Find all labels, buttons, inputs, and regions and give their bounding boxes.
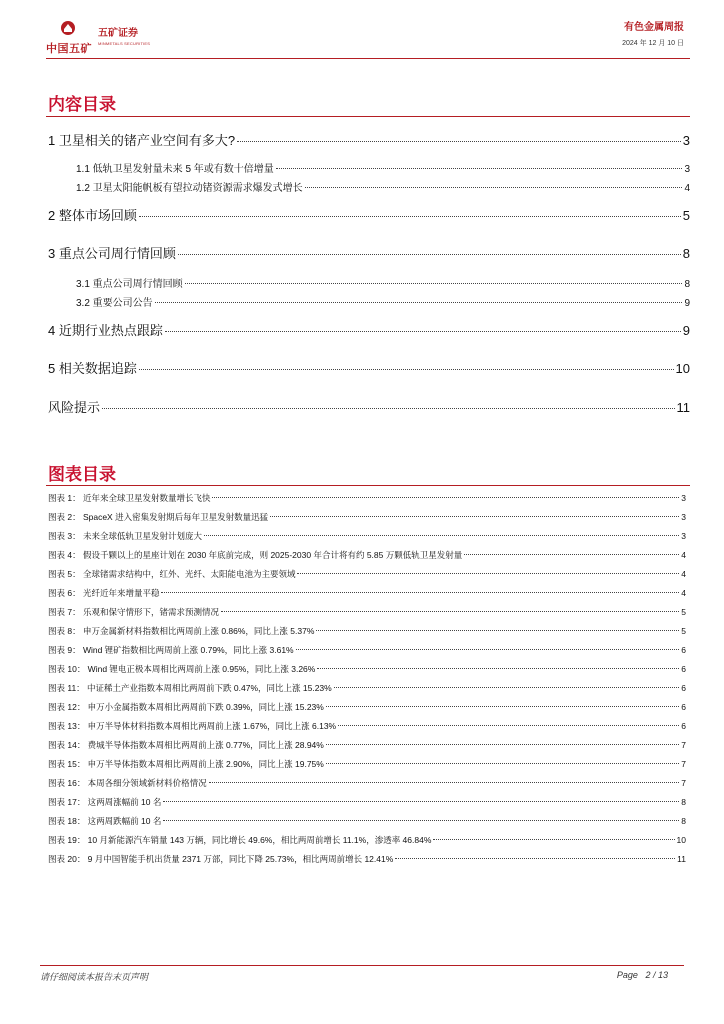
leader-dots bbox=[237, 141, 681, 142]
toc-item-label: 风险提示 bbox=[48, 400, 101, 415]
figure-item-page: 5 bbox=[681, 607, 686, 617]
page-count: 2 / 13 bbox=[645, 970, 668, 980]
figure-item[interactable] bbox=[48, 606, 686, 618]
toc-item[interactable] bbox=[76, 179, 690, 194]
figure-item-page: 6 bbox=[681, 645, 686, 655]
leader-dots bbox=[395, 858, 675, 859]
leader-dots bbox=[209, 782, 680, 783]
toc-divider bbox=[46, 116, 690, 117]
header-divider bbox=[46, 58, 690, 59]
figure-item-label: 图表 7： 乐观和保守情形下，锗需求预测情况 bbox=[48, 607, 219, 617]
figure-item-page: 8 bbox=[681, 797, 686, 807]
figure-item[interactable] bbox=[48, 853, 686, 865]
figure-item-label: 图表 4： 假设千颗以上的星座计划在 2030 年底前完成，则 2025-2030 年合计将有约 5.85 万颗低轨卫星发射量 bbox=[48, 550, 463, 560]
toc-item-label: 3.2 重要公司公告 bbox=[76, 298, 153, 309]
leader-dots bbox=[165, 331, 681, 332]
figure-item[interactable] bbox=[48, 511, 686, 523]
toc-item-label: 4 近期行业热点跟踪 bbox=[48, 323, 163, 338]
leader-dots bbox=[316, 630, 679, 631]
figure-item[interactable] bbox=[48, 568, 686, 580]
page-number bbox=[617, 970, 668, 980]
toc-item-page: 9 bbox=[682, 323, 690, 338]
figure-item-page: 11 bbox=[677, 854, 686, 864]
toc-item-page: 8 bbox=[684, 279, 690, 290]
footer-divider bbox=[40, 965, 684, 966]
figures-divider bbox=[46, 485, 690, 486]
leader-dots bbox=[139, 216, 681, 217]
leader-dots bbox=[326, 706, 679, 707]
figure-item[interactable] bbox=[48, 701, 686, 713]
page-label: Page bbox=[616, 970, 638, 980]
figure-item-label: 图表 11： 中证稀土产业指数本周相比两周前下跌 0.47%，同比上涨 15.23% bbox=[48, 683, 332, 693]
figure-item[interactable] bbox=[48, 834, 686, 846]
figure-item[interactable] bbox=[48, 644, 686, 656]
toc-item[interactable] bbox=[48, 320, 690, 339]
leader-dots bbox=[221, 611, 679, 612]
leader-dots bbox=[163, 801, 679, 802]
figure-item-label: 图表 18： 这两周跌幅前 10 名 bbox=[48, 816, 162, 826]
figure-item[interactable] bbox=[48, 796, 686, 808]
footer-disclaimer: 请仔细阅读本报告末页声明 bbox=[40, 972, 149, 982]
figure-item-label: 图表 14： 费城半导体指数本周相比两周前上涨 0.77%，同比上涨 28.94% bbox=[48, 740, 324, 750]
leader-dots bbox=[139, 369, 674, 370]
leader-dots bbox=[296, 649, 680, 650]
leader-dots bbox=[464, 554, 679, 555]
figure-item[interactable] bbox=[48, 720, 686, 732]
leader-dots bbox=[305, 187, 683, 188]
toc-item[interactable] bbox=[76, 294, 690, 309]
figure-item-label: 图表 10： Wind 锂电正极本周相比两周前上涨 0.95%，同比上涨 3.26% bbox=[48, 664, 316, 674]
leader-dots bbox=[334, 687, 680, 688]
toc-item[interactable] bbox=[48, 397, 690, 416]
toc-item-page: 3 bbox=[684, 164, 690, 175]
figure-item-label: 图表 12： 申万小金属指数本周相比两周前下跌 0.39%，同比上涨 15.23% bbox=[48, 702, 324, 712]
leader-dots bbox=[161, 592, 679, 593]
figure-item-label: 图表 2： SpaceX 进入密集发射期后每年卫星发射数量迅猛 bbox=[48, 512, 269, 522]
toc-item-page: 10 bbox=[675, 361, 690, 376]
figure-item[interactable] bbox=[48, 530, 686, 542]
figure-item-page: 4 bbox=[681, 588, 686, 598]
figure-item-label: 图表 17： 这两周涨幅前 10 名 bbox=[48, 797, 162, 807]
figure-item-label: 图表 13： 申万半导体材料指数本周相比两周前上涨 1.67%，同比上涨 6.13% bbox=[48, 721, 337, 731]
leader-dots bbox=[317, 668, 679, 669]
figure-item-page: 5 bbox=[681, 626, 686, 636]
figure-item-label: 图表 15： 申万半导体指数本周相比两周前上涨 2.90%，同比上涨 19.75% bbox=[48, 759, 324, 769]
leader-dots bbox=[212, 497, 679, 498]
figures-title: 图表目录 bbox=[48, 465, 116, 484]
leader-dots bbox=[204, 535, 679, 536]
figure-item-label: 图表 20： 9 月中国智能手机出货量 2371 万部，同比下降 25.73%，相比两周前增长 12.41% bbox=[48, 854, 394, 864]
figure-item-label: 图表 9： Wind 锂矿指数相比两周前上涨 0.79%，同比上涨 3.61% bbox=[48, 645, 294, 655]
toc-item[interactable] bbox=[48, 205, 690, 224]
toc-item[interactable] bbox=[48, 358, 690, 377]
toc-item[interactable] bbox=[76, 160, 690, 175]
figure-item[interactable] bbox=[48, 815, 686, 827]
figure-item[interactable] bbox=[48, 625, 686, 637]
figure-item-page: 7 bbox=[681, 759, 686, 769]
figure-item-label: 图表 19： 10 月新能源汽车销量 143 万辆，同比增长 49.6%，相比两周前增长 11.1%，渗透率 46.84% bbox=[48, 835, 432, 845]
minmetals-securities-logo bbox=[98, 24, 150, 46]
figure-item-page: 7 bbox=[681, 740, 686, 750]
brand-sec: 五矿证券 bbox=[98, 28, 138, 39]
leader-dots bbox=[163, 820, 679, 821]
figure-item-label: 图表 5： 全球锗需求结构中，红外、光纤、太阳能电池为主要领域 bbox=[48, 569, 296, 579]
brand-cn: 中国五矿 bbox=[46, 43, 92, 55]
toc-item-page: 5 bbox=[682, 208, 690, 223]
figure-item-page: 7 bbox=[681, 778, 686, 788]
figure-item-label: 图表 8： 申万金属新材料指数相比两周前上涨 0.86%，同比上涨 5.37% bbox=[48, 626, 315, 636]
toc-title: 内容目录 bbox=[48, 95, 116, 114]
toc-item-label: 1.1 低轨卫星发射量未来 5 年或有数十倍增量 bbox=[76, 164, 274, 175]
toc-item-label: 5 相关数据追踪 bbox=[48, 361, 137, 376]
toc-item-page: 4 bbox=[684, 183, 690, 194]
report-meta bbox=[622, 18, 684, 48]
figure-item[interactable] bbox=[48, 492, 686, 504]
toc-item-label: 3 重点公司周行情回顾 bbox=[48, 246, 176, 261]
figure-item[interactable] bbox=[48, 549, 686, 561]
figure-item-page: 10 bbox=[676, 835, 686, 845]
toc-item-label: 1 卫星相关的锗产业空间有多大? bbox=[48, 133, 236, 148]
figure-item-page: 3 bbox=[681, 493, 686, 503]
figure-item-page: 3 bbox=[681, 531, 686, 541]
toc-item-label: 3.1 重点公司周行情回顾 bbox=[76, 279, 183, 290]
figure-item-page: 8 bbox=[681, 816, 686, 826]
report-type: 有色金属周报 bbox=[624, 22, 684, 33]
china-minmetals-logo bbox=[46, 20, 90, 56]
leader-dots bbox=[433, 839, 674, 840]
toc-item[interactable] bbox=[48, 130, 690, 149]
toc-item-label: 1.2 卫星太阳能帆板有望拉动锗资源需求爆发式增长 bbox=[76, 183, 303, 194]
figure-item[interactable] bbox=[48, 682, 686, 694]
leader-dots bbox=[297, 573, 679, 574]
figure-item-page: 6 bbox=[681, 702, 686, 712]
figure-item-page: 6 bbox=[681, 664, 686, 674]
figure-item[interactable] bbox=[48, 739, 686, 751]
brand-sec-en: MINMETALS SECURITIES bbox=[98, 41, 151, 46]
toc-item-page: 3 bbox=[682, 133, 690, 148]
leader-dots bbox=[338, 725, 679, 726]
figure-item-label: 图表 3： 未来全球低轨卫星发射计划庞大 bbox=[48, 531, 202, 541]
leader-dots bbox=[276, 168, 683, 169]
figure-item-page: 4 bbox=[681, 569, 686, 579]
leader-dots bbox=[185, 283, 683, 284]
page-header bbox=[0, 0, 724, 60]
figure-item-label: 图表 16： 本周各细分领域新材料价格情况 bbox=[48, 778, 207, 788]
toc-item-page: 8 bbox=[682, 246, 690, 261]
figure-item[interactable] bbox=[48, 777, 686, 789]
toc-item-label: 2 整体市场回顾 bbox=[48, 208, 137, 223]
leader-dots bbox=[270, 516, 679, 517]
minmetals-emblem-icon bbox=[60, 20, 76, 36]
leader-dots bbox=[155, 302, 683, 303]
figure-item-label: 图表 1： 近年来全球卫星发射数量增长飞快 bbox=[48, 493, 211, 503]
toc-item[interactable] bbox=[76, 275, 690, 290]
figure-item[interactable] bbox=[48, 663, 686, 675]
leader-dots bbox=[326, 763, 679, 764]
toc-item-page: 11 bbox=[676, 400, 690, 415]
figure-item-label: 图表 6： 光纤近年来增量平稳 bbox=[48, 588, 160, 598]
leader-dots bbox=[102, 408, 674, 409]
leader-dots bbox=[326, 744, 679, 745]
figure-item-page: 6 bbox=[681, 721, 686, 731]
toc-item[interactable] bbox=[48, 243, 690, 262]
figure-item[interactable] bbox=[48, 758, 686, 770]
figure-item[interactable] bbox=[48, 587, 686, 599]
report-date: 2024 年 12 月 10 日 bbox=[622, 40, 684, 47]
figure-item-page: 3 bbox=[681, 512, 686, 522]
toc-item-page: 9 bbox=[684, 298, 690, 309]
figure-item-page: 4 bbox=[681, 550, 686, 560]
figure-item-page: 6 bbox=[681, 683, 686, 693]
leader-dots bbox=[178, 254, 681, 255]
